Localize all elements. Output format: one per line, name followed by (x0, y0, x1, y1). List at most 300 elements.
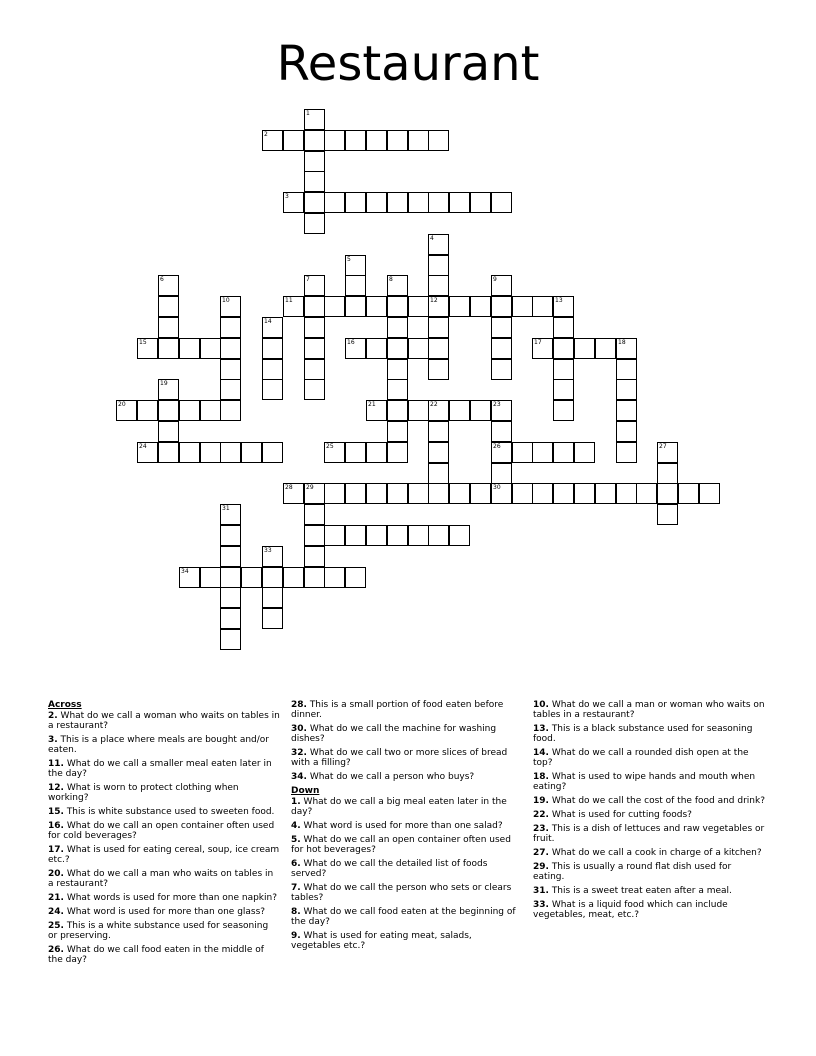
grid-cell[interactable] (428, 442, 449, 463)
clue-num: 16. (48, 821, 64, 831)
grid-cell[interactable] (345, 338, 366, 359)
across-clue (48, 711, 280, 731)
clue-text: This is a dish of lettuces and raw vegetables or fruit. (533, 824, 765, 844)
clue-num: 31. (533, 886, 549, 896)
grid-cell[interactable] (220, 359, 241, 380)
grid-cell[interactable] (283, 296, 304, 317)
clue-num: 4. (291, 821, 301, 831)
clue-number: 29 (306, 484, 314, 491)
grid-cell[interactable] (553, 483, 574, 504)
grid-cell[interactable] (428, 483, 449, 504)
grid-cell[interactable] (512, 442, 533, 463)
across-clue (48, 807, 280, 817)
grid-cell[interactable] (616, 483, 637, 504)
across-clue (48, 821, 280, 841)
grid-cell[interactable] (304, 379, 325, 400)
grid-cell[interactable] (636, 483, 657, 504)
grid-cell[interactable] (366, 338, 387, 359)
clue-num: 5. (291, 835, 301, 845)
grid-cell[interactable] (470, 296, 491, 317)
grid-cell[interactable] (262, 338, 283, 359)
grid-cell[interactable] (179, 567, 200, 588)
clue-num: 21. (48, 893, 64, 903)
clue-text: This is a small portion of food eaten before dinner. (291, 700, 504, 720)
grid-cell[interactable] (428, 317, 449, 338)
clue-number: 20 (118, 401, 126, 408)
clue-text: This is a place where meals are bought and/or eaten. (48, 735, 269, 755)
grid-cell[interactable] (220, 296, 241, 317)
clue-number: 27 (659, 443, 667, 450)
grid-cell[interactable] (491, 192, 512, 213)
grid-cell[interactable] (262, 317, 283, 338)
grid-cell[interactable] (220, 587, 241, 608)
grid-cell[interactable] (449, 483, 470, 504)
clue-number: 6 (160, 276, 164, 283)
grid-cell[interactable] (345, 525, 366, 546)
grid-cell[interactable] (324, 296, 345, 317)
down-clue (533, 796, 765, 806)
grid-cell[interactable] (304, 151, 325, 172)
grid-cell[interactable] (304, 546, 325, 567)
grid-cell[interactable] (137, 442, 158, 463)
grid-cell[interactable] (491, 359, 512, 380)
grid-cell[interactable] (428, 338, 449, 359)
grid-cell[interactable] (616, 400, 637, 421)
clue-number: 11 (285, 297, 293, 304)
clue-column-2 (291, 700, 523, 955)
grid-cell[interactable] (345, 192, 366, 213)
clue-text: What do we call an open container often used for cold beverages? (48, 821, 275, 841)
clue-number: 4 (430, 235, 434, 242)
grid-cell[interactable] (428, 421, 449, 442)
across-clue (48, 921, 280, 941)
grid-cell[interactable] (428, 463, 449, 484)
grid-cell[interactable] (220, 317, 241, 338)
down-clue (291, 859, 523, 879)
grid-cell[interactable] (449, 192, 470, 213)
clue-num: 27. (533, 848, 549, 858)
clue-text: What do we call a man or woman who waits on tables in a restaurant? (533, 700, 765, 720)
grid-cell[interactable] (387, 525, 408, 546)
across-clue (291, 724, 523, 744)
clue-number: 28 (285, 484, 293, 491)
clue-text: What do we call a smaller meal eaten later in the day? (48, 759, 272, 779)
grid-cell[interactable] (616, 379, 637, 400)
clue-num: 11. (48, 759, 64, 769)
clue-num: 18. (533, 772, 549, 782)
grid-cell[interactable] (699, 483, 720, 504)
grid-cell[interactable] (158, 338, 179, 359)
grid-cell[interactable] (345, 442, 366, 463)
across-clue (291, 772, 523, 782)
grid-cell[interactable] (491, 317, 512, 338)
across-clue (291, 748, 523, 768)
grid-cell[interactable] (304, 275, 325, 296)
down-clue (533, 772, 765, 792)
grid-cell[interactable] (387, 379, 408, 400)
clue-num: 8. (291, 907, 301, 917)
grid-cell[interactable] (220, 525, 241, 546)
clue-num: 20. (48, 869, 64, 879)
down-heading: Down (291, 786, 320, 796)
grid-cell[interactable] (179, 400, 200, 421)
grid-cell[interactable] (366, 192, 387, 213)
grid-cell[interactable] (491, 421, 512, 442)
grid-cell[interactable] (304, 213, 325, 234)
grid-cell[interactable] (366, 400, 387, 421)
grid-cell[interactable] (262, 608, 283, 629)
clue-number: 22 (430, 401, 438, 408)
grid-cell[interactable] (428, 525, 449, 546)
grid-cell[interactable] (657, 483, 678, 504)
clue-text: What do we call a woman who waits on tables in a restaurant? (48, 711, 280, 731)
grid-cell[interactable] (283, 567, 304, 588)
grid-cell[interactable] (553, 317, 574, 338)
grid-cell[interactable] (553, 338, 574, 359)
clue-num: 22. (533, 810, 549, 820)
grid-cell[interactable] (304, 296, 325, 317)
grid-cell[interactable] (324, 442, 345, 463)
grid-cell[interactable] (657, 463, 678, 484)
grid-cell[interactable] (678, 483, 699, 504)
clue-number: 13 (555, 297, 563, 304)
grid-cell[interactable] (200, 338, 221, 359)
grid-cell[interactable] (553, 400, 574, 421)
down-clue (533, 700, 765, 720)
clue-num: 23. (533, 824, 549, 834)
page-title: Restaurant (276, 36, 540, 92)
grid-cell[interactable] (324, 525, 345, 546)
down-clue (533, 900, 765, 920)
clue-number: 16 (347, 339, 355, 346)
clue-number: 1 (306, 110, 310, 117)
grid-cell[interactable] (408, 400, 429, 421)
clue-text: What do we call an open container often used for hot beverages? (291, 835, 511, 855)
clue-number: 34 (181, 568, 189, 575)
clue-number: 21 (368, 401, 376, 408)
across-clue (291, 700, 523, 720)
clue-text: What do we call the detailed list of foods served? (291, 859, 488, 879)
grid-cell[interactable] (324, 483, 345, 504)
grid-cell[interactable] (428, 192, 449, 213)
grid-cell[interactable] (304, 192, 325, 213)
grid-cell[interactable] (512, 296, 533, 317)
across-heading: Across (48, 700, 82, 710)
grid-cell[interactable] (657, 442, 678, 463)
grid-cell[interactable] (491, 338, 512, 359)
grid-cell[interactable] (408, 338, 429, 359)
across-clue (48, 945, 280, 965)
grid-cell[interactable] (262, 442, 283, 463)
grid-cell[interactable] (345, 483, 366, 504)
grid-cell[interactable] (304, 483, 325, 504)
clue-num: 33. (533, 900, 549, 910)
grid-cell[interactable] (387, 192, 408, 213)
clue-num: 10. (533, 700, 549, 710)
clue-num: 6. (291, 859, 301, 869)
across-clue (48, 869, 280, 889)
grid-cell[interactable] (553, 442, 574, 463)
grid-cell[interactable] (366, 525, 387, 546)
grid-cell[interactable] (574, 483, 595, 504)
grid-cell[interactable] (220, 338, 241, 359)
clue-num: 26. (48, 945, 64, 955)
grid-cell[interactable] (220, 379, 241, 400)
down-clue (291, 883, 523, 903)
grid-cell[interactable] (304, 525, 325, 546)
grid-cell[interactable] (574, 442, 595, 463)
grid-cell[interactable] (304, 504, 325, 525)
clue-number: 14 (264, 318, 272, 325)
clue-num: 30. (291, 724, 307, 734)
grid-cell[interactable] (408, 525, 429, 546)
clue-text: What word is used for more than one salad? (300, 821, 503, 831)
grid-cell[interactable] (158, 296, 179, 317)
clue-number: 33 (264, 547, 272, 554)
grid-cell[interactable] (262, 359, 283, 380)
grid-cell[interactable] (304, 171, 325, 192)
clue-text: This is a black substance used for seasoning food. (533, 724, 753, 744)
grid-cell[interactable] (345, 130, 366, 151)
grid-cell[interactable] (387, 400, 408, 421)
grid-cell[interactable] (200, 400, 221, 421)
clue-num: 2. (48, 711, 58, 721)
grid-cell[interactable] (158, 379, 179, 400)
grid-cell[interactable] (428, 359, 449, 380)
clue-num: 13. (533, 724, 549, 734)
grid-cell[interactable] (366, 483, 387, 504)
grid-cell[interactable] (304, 130, 325, 151)
grid-cell[interactable] (283, 192, 304, 213)
clue-num: 14. (533, 748, 549, 758)
grid-cell[interactable] (345, 296, 366, 317)
clue-num: 15. (48, 807, 64, 817)
grid-cell[interactable] (532, 483, 553, 504)
grid-cell[interactable] (158, 275, 179, 296)
grid-cell[interactable] (491, 296, 512, 317)
grid-cell[interactable] (595, 483, 616, 504)
clue-num: 17. (48, 845, 64, 855)
grid-cell[interactable] (387, 317, 408, 338)
clue-text: What do we call the machine for washing dishes? (291, 724, 497, 744)
grid-cell[interactable] (158, 317, 179, 338)
grid-cell[interactable] (428, 296, 449, 317)
grid-cell[interactable] (574, 338, 595, 359)
grid-cell[interactable] (428, 400, 449, 421)
grid-cell[interactable] (387, 442, 408, 463)
grid-cell[interactable] (491, 400, 512, 421)
grid-cell[interactable] (408, 296, 429, 317)
across-clue (48, 759, 280, 779)
clue-num: 32. (291, 748, 307, 758)
clue-number: 24 (139, 443, 147, 450)
clue-number: 3 (285, 193, 289, 200)
clue-number: 8 (389, 276, 393, 283)
grid-cell[interactable] (387, 338, 408, 359)
grid-cell[interactable] (449, 525, 470, 546)
grid-cell[interactable] (366, 442, 387, 463)
grid-cell[interactable] (428, 255, 449, 276)
grid-cell[interactable] (470, 400, 491, 421)
clue-text: What do we call a rounded dish open at the top? (533, 748, 749, 768)
clue-num: 34. (291, 772, 307, 782)
grid-cell[interactable] (616, 421, 637, 442)
grid-cell[interactable] (262, 130, 283, 151)
grid-cell[interactable] (553, 359, 574, 380)
grid-cell[interactable] (262, 379, 283, 400)
grid-cell[interactable] (408, 192, 429, 213)
clue-text: What do we call two or more slices of bread with a filling? (291, 748, 508, 768)
clue-num: 19. (533, 796, 549, 806)
grid-cell[interactable] (595, 338, 616, 359)
grid-cell[interactable] (324, 192, 345, 213)
grid-cell[interactable] (220, 504, 241, 525)
clue-num: 7. (291, 883, 301, 893)
grid-cell[interactable] (220, 629, 241, 650)
grid-cell[interactable] (616, 338, 637, 359)
grid-cell[interactable] (262, 567, 283, 588)
clue-text: What is worn to protect clothing when working? (48, 783, 239, 803)
clue-text: What do we call the person who sets or clears tables? (291, 883, 512, 903)
grid-cell[interactable] (553, 379, 574, 400)
clue-text: This is usually a round flat dish used for eating. (533, 862, 732, 882)
grid-cell[interactable] (657, 504, 678, 525)
across-clue (48, 907, 280, 917)
grid-cell[interactable] (387, 296, 408, 317)
across-clue (48, 845, 280, 865)
clue-text: What is used for cutting foods? (548, 810, 692, 820)
grid-cell[interactable] (387, 359, 408, 380)
clue-number: 30 (493, 484, 501, 491)
clue-text: What words is used for more than one napkin? (63, 893, 278, 903)
down-clue (291, 835, 523, 855)
grid-cell[interactable] (532, 296, 553, 317)
clue-number: 15 (139, 339, 147, 346)
clue-text: What do we call a cook in charge of a kitchen? (548, 848, 762, 858)
grid-cell[interactable] (532, 338, 553, 359)
grid-cell[interactable] (345, 275, 366, 296)
down-clue (291, 931, 523, 951)
clue-text: What is used for eating meat, salads, vegetables etc.? (291, 931, 472, 951)
grid-cell[interactable] (304, 317, 325, 338)
grid-cell[interactable] (512, 483, 533, 504)
grid-cell[interactable] (262, 587, 283, 608)
grid-cell[interactable] (283, 130, 304, 151)
grid-cell[interactable] (220, 400, 241, 421)
grid-cell[interactable] (387, 421, 408, 442)
grid-cell[interactable] (158, 442, 179, 463)
grid-cell[interactable] (158, 400, 179, 421)
clue-number: 7 (306, 276, 310, 283)
grid-cell[interactable] (137, 400, 158, 421)
down-clue (533, 810, 765, 820)
down-clue (291, 797, 523, 817)
grid-cell[interactable] (137, 338, 158, 359)
grid-cell[interactable] (408, 483, 429, 504)
grid-cell[interactable] (220, 442, 241, 463)
grid-cell[interactable] (345, 567, 366, 588)
grid-cell[interactable] (158, 421, 179, 442)
grid-cell[interactable] (616, 359, 637, 380)
grid-cell[interactable] (470, 483, 491, 504)
down-clue (533, 824, 765, 844)
down-clue (533, 724, 765, 744)
grid-cell[interactable] (387, 130, 408, 151)
grid-cell[interactable] (449, 296, 470, 317)
grid-cell[interactable] (428, 234, 449, 255)
grid-cell[interactable] (428, 130, 449, 151)
down-clue (533, 886, 765, 896)
grid-cell[interactable] (324, 567, 345, 588)
grid-cell[interactable] (241, 442, 262, 463)
grid-cell[interactable] (408, 130, 429, 151)
grid-cell[interactable] (553, 296, 574, 317)
grid-cell[interactable] (366, 296, 387, 317)
grid-cell[interactable] (470, 192, 491, 213)
grid-cell[interactable] (428, 275, 449, 296)
grid-cell[interactable] (220, 567, 241, 588)
across-clue (48, 783, 280, 803)
grid-cell[interactable] (241, 567, 262, 588)
grid-cell[interactable] (324, 130, 345, 151)
grid-cell[interactable] (387, 483, 408, 504)
grid-cell[interactable] (304, 338, 325, 359)
grid-cell[interactable] (616, 442, 637, 463)
clue-num: 1. (291, 797, 301, 807)
grid-cell[interactable] (304, 567, 325, 588)
down-clue (533, 748, 765, 768)
grid-cell[interactable] (179, 442, 200, 463)
grid-cell[interactable] (532, 442, 553, 463)
grid-cell[interactable] (345, 255, 366, 276)
clue-num: 24. (48, 907, 64, 917)
grid-cell[interactable] (220, 546, 241, 567)
grid-cell[interactable] (449, 400, 470, 421)
clue-text: What is used to wipe hands and mouth when eating? (533, 772, 756, 792)
grid-cell[interactable] (116, 400, 137, 421)
clue-text: What do we call a big meal eaten later in the day? (291, 797, 507, 817)
grid-cell[interactable] (262, 546, 283, 567)
clue-number: 10 (222, 297, 230, 304)
clue-text: What is a liquid food which can include vegetables, meat, etc.? (533, 900, 728, 920)
grid-cell[interactable] (491, 275, 512, 296)
grid-cell[interactable] (304, 109, 325, 130)
down-clue (291, 907, 523, 927)
grid-cell[interactable] (200, 567, 221, 588)
clue-text: What do we call the cost of the food and drink? (548, 796, 765, 806)
grid-cell[interactable] (200, 442, 221, 463)
grid-cell[interactable] (491, 463, 512, 484)
grid-cell[interactable] (283, 483, 304, 504)
clue-num: 12. (48, 783, 64, 793)
down-clue (291, 821, 523, 831)
clue-number: 31 (222, 505, 230, 512)
clue-text: This is a white substance used for seasoning or preserving. (48, 921, 269, 941)
clue-column-1 (48, 700, 280, 969)
grid-cell[interactable] (491, 442, 512, 463)
clue-num: 29. (533, 862, 549, 872)
clue-column-3 (533, 700, 765, 924)
grid-cell[interactable] (220, 608, 241, 629)
grid-cell[interactable] (387, 275, 408, 296)
grid-cell[interactable] (179, 338, 200, 359)
grid-cell[interactable] (491, 483, 512, 504)
grid-cell[interactable] (304, 359, 325, 380)
clue-number: 25 (326, 443, 334, 450)
clue-text: What do we call a man who waits on tables in a restaurant? (48, 869, 274, 889)
grid-cell[interactable] (366, 130, 387, 151)
clue-num: 3. (48, 735, 58, 745)
